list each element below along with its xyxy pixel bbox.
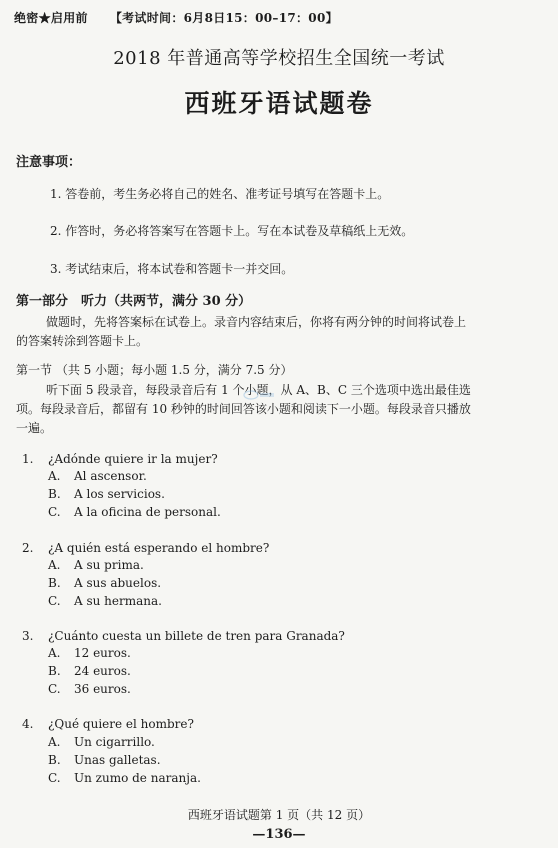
option-text: 12 euros. bbox=[74, 646, 131, 660]
answer-option bbox=[48, 469, 147, 483]
option-letter: A. bbox=[48, 469, 61, 483]
question-text: ¿Qué quiere el hombre? bbox=[48, 717, 194, 731]
answer-option bbox=[48, 594, 162, 608]
answer-option bbox=[48, 735, 155, 749]
answer-option bbox=[48, 682, 131, 696]
option-letter: C. bbox=[48, 682, 61, 696]
answer-option bbox=[48, 771, 201, 785]
notice-item: 2. 作答时，务必将答案写在答题卡上。写在本试卷及草稿纸上无效。 bbox=[50, 224, 414, 238]
option-text: Un cigarrillo. bbox=[74, 735, 155, 749]
answer-option bbox=[48, 576, 161, 590]
notice-item: 3. 考试结束后，将本试卷和答题卡一并交回。 bbox=[50, 262, 294, 276]
question-number: 3. bbox=[22, 629, 34, 643]
secret-label: 绝密★启用前 bbox=[14, 11, 88, 25]
option-letter: A. bbox=[48, 646, 61, 660]
question-text: ¿A quién está esperando el hombre? bbox=[48, 541, 270, 555]
part1-intro-line: 做题时，先将答案标在试卷上。录音内容结束后，你将有两分钟的时间将试卷上 bbox=[46, 315, 467, 329]
section1-instruction-line: 一遍。 bbox=[16, 421, 53, 435]
page-number: —136— bbox=[252, 827, 306, 842]
exam-title: 2018 年普通高等学校招生全国统一考试 bbox=[113, 48, 445, 69]
option-letter: A. bbox=[48, 735, 61, 749]
option-text: 24 euros. bbox=[74, 664, 131, 678]
option-letter: C. bbox=[48, 594, 61, 608]
question-number: 4. bbox=[22, 717, 34, 731]
confidential-header bbox=[14, 9, 338, 26]
option-letter: B. bbox=[48, 664, 61, 678]
option-text: 36 euros. bbox=[74, 682, 131, 696]
section1-instruction-line: 听下面 5 段录音，每段录音后有 1 个小题，从 A、B、C 三个选项中选出最佳选 bbox=[46, 383, 471, 397]
part1-intro-line: 的答案转涂到答题卡上。 bbox=[16, 334, 149, 348]
option-letter: C. bbox=[48, 505, 61, 519]
answer-option bbox=[48, 558, 144, 572]
exam-time: 【考试时间：6月8日15：00–17：00】 bbox=[109, 11, 338, 25]
option-letter: B. bbox=[48, 487, 61, 501]
question-number: 2. bbox=[22, 541, 34, 555]
option-letter: A. bbox=[48, 558, 61, 572]
section1-heading: 第一节 （共 5 小题；每小题 1.5 分，满分 7.5 分） bbox=[16, 363, 293, 377]
answer-option bbox=[48, 753, 161, 767]
option-text: A la oficina de personal. bbox=[74, 505, 221, 519]
subject-title: 西班牙语试题卷 bbox=[184, 89, 374, 118]
question-number: 1. bbox=[22, 452, 34, 466]
notice-item: 1. 答卷前，考生务必将自己的姓名、准考证号填写在答题卡上。 bbox=[50, 187, 390, 201]
option-text: A su prima. bbox=[74, 558, 144, 572]
option-letter: C. bbox=[48, 771, 61, 785]
option-text: A los servicios. bbox=[74, 487, 165, 501]
option-text: A su hermana. bbox=[74, 594, 162, 608]
option-text: Unas galletas. bbox=[74, 753, 161, 767]
question-text: ¿Adónde quiere ir la mujer? bbox=[48, 452, 218, 466]
answer-option bbox=[48, 505, 221, 519]
answer-option bbox=[48, 487, 165, 501]
part1-heading: 第一部分 听力（共两节，满分 30 分） bbox=[16, 294, 252, 309]
option-text: Un zumo de naranja. bbox=[74, 771, 201, 785]
answer-option bbox=[48, 646, 131, 660]
page-footer: 西班牙语试题第 1 页（共 12 页） bbox=[187, 808, 371, 822]
option-text: A sus abuelos. bbox=[74, 576, 162, 590]
watermark-logo bbox=[243, 389, 275, 401]
answer-option bbox=[48, 664, 131, 678]
option-letter: B. bbox=[48, 753, 61, 767]
option-text: Al ascensor. bbox=[74, 469, 147, 483]
section1-instruction-line: 项。每段录音后，都留有 10 秒钟的时间回答该小题和阅读下一小题。每段录音只播放 bbox=[16, 402, 471, 416]
question-text: ¿Cuánto cuesta un billete de tren para Granada? bbox=[48, 629, 345, 643]
option-letter: B. bbox=[48, 576, 61, 590]
notice-heading: 注意事项： bbox=[16, 155, 82, 170]
